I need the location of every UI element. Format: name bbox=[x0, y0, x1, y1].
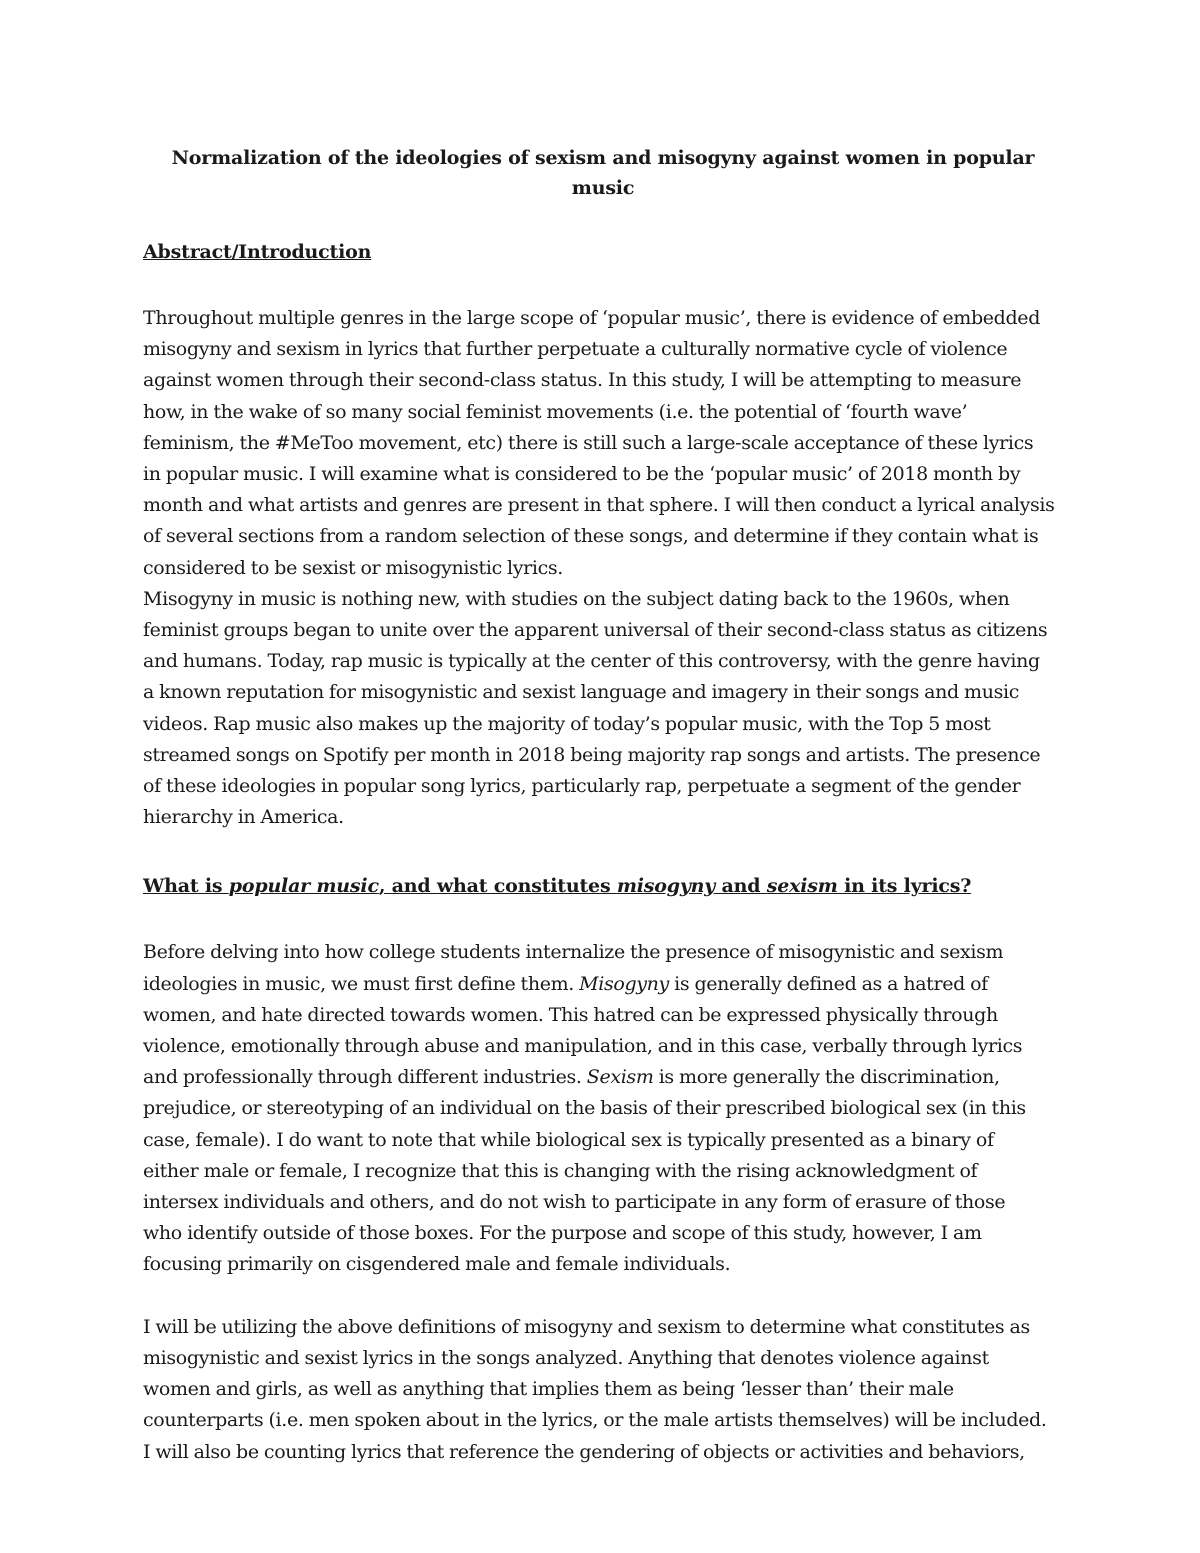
text-line: a known reputation for misogynistic and sexist language and imagery in their songs and music bbox=[143, 681, 1020, 704]
text-line: month and what artists and genres are present in that sphere. I will then conduct a lyrical analysis bbox=[143, 494, 1055, 517]
text-line: hierarchy in America. bbox=[143, 806, 344, 829]
text-line: and professionally through different industries. Sexism is more generally the discrimination, bbox=[143, 1066, 1000, 1089]
text-line: who identify outside of those boxes. For the purpose and scope of this study, however, I am bbox=[143, 1222, 982, 1245]
text-line: in popular music. I will examine what is considered to be the ‘popular music’ of 2018 month by bbox=[143, 463, 1021, 486]
text-line: violence, emotionally through abuse and manipulation, and in this case, verbally through lyrics bbox=[143, 1035, 1023, 1058]
text-line: and humans. Today, rap music is typically at the center of this controversy, with the genre having bbox=[143, 650, 1040, 673]
document-title: Normalization of the ideologies of sexism and misogyny against women in popular music bbox=[171, 147, 1035, 199]
text-line: intersex individuals and others, and do not wish to participate in any form of erasure of those bbox=[143, 1191, 1006, 1214]
text-line: streamed songs on Spotify per month in 2018 being majority rap songs and artists. The presence bbox=[143, 743, 1041, 766]
paragraph-definitions-2 bbox=[143, 1312, 1063, 1468]
text-line: of these ideologies in popular song lyrics, particularly rap, perpetuate a segment of the gender bbox=[143, 775, 1021, 798]
heading-part: , and what constitutes bbox=[378, 875, 617, 898]
text-line: feminism, the #MeToo movement, etc) there is still such a large-scale acceptance of these lyrics bbox=[143, 431, 1034, 454]
text-line: misogynistic and sexist lyrics in the songs analyzed. Anything that denotes violence against bbox=[143, 1346, 989, 1369]
text-line: Throughout multiple genres in the large scope of ‘popular music’, there is evidence of embedded bbox=[143, 307, 1041, 329]
heading-term-sexism: sexism bbox=[766, 875, 838, 898]
text-line: videos. Rap music also makes up the majority of today’s popular music, with the Top 5 most bbox=[143, 712, 991, 735]
term-misogyny: Misogyny bbox=[579, 972, 669, 995]
text-line: women, and hate directed towards women. This hatred can be expressed physically through bbox=[143, 1003, 998, 1026]
text-line: I will also be counting lyrics that reference the gendering of objects or activities and behaviors, bbox=[143, 1440, 1025, 1463]
text-line: either male or female, I recognize that this is changing with the rising acknowledgment of bbox=[143, 1159, 978, 1182]
document-page bbox=[143, 143, 1063, 1468]
text-line: Misogyny in music is nothing new, with studies on the subject dating back to the 1960s, when bbox=[143, 587, 1010, 610]
paragraph-abstract-1 bbox=[143, 303, 1063, 584]
heading-term-popular-music: popular music bbox=[228, 875, 379, 898]
text-line: ideologies in music, we must first define them. Misogyny is generally defined as a hatred of bbox=[143, 972, 988, 995]
term-sexism: Sexism bbox=[586, 1066, 654, 1089]
text-line: feminist groups began to unite over the apparent universal of their second-class status as citizens bbox=[143, 619, 1048, 642]
text-line: women and girls, as well as anything that implies them as being ‘lesser than’ their male bbox=[143, 1378, 954, 1401]
text-line: I will be utilizing the above definitions of misogyny and sexism to determine what constitutes as bbox=[143, 1315, 1030, 1338]
text-line: of several sections from a random selection of these songs, and determine if they contain what is bbox=[143, 525, 1039, 548]
paragraph-definitions-1 bbox=[143, 937, 1063, 1280]
text-line: prejudice, or stereotyping of an individual on the basis of their prescribed biological sex (in this bbox=[143, 1097, 1026, 1120]
section-heading-abstract: Abstract/Introduction bbox=[143, 241, 372, 263]
text-line: against women through their second-class status. In this study, I will be attempting to measure bbox=[143, 369, 1022, 392]
heading-part: and bbox=[715, 875, 767, 898]
heading-term-misogyny: misogyny bbox=[616, 875, 716, 898]
text-line: considered to be sexist or misogynistic lyrics. bbox=[143, 556, 563, 579]
text-line: misogyny and sexism in lyrics that further perpetuate a culturally normative cycle of violence bbox=[143, 338, 1008, 361]
text-line: case, female). I do want to note that while biological sex is typically presented as a binary of bbox=[143, 1128, 994, 1151]
heading-part: in its lyrics? bbox=[837, 875, 972, 898]
section-heading-definitions bbox=[143, 871, 1063, 901]
text-line: focusing primarily on cisgendered male and female individuals. bbox=[143, 1253, 731, 1276]
paragraph-abstract-2 bbox=[143, 584, 1063, 834]
text-line: how, in the wake of so many social feminist movements (i.e. the potential of ‘fourth wave’ bbox=[143, 400, 968, 423]
text-line: counterparts (i.e. men spoken about in the lyrics, or the male artists themselves) will be included. bbox=[143, 1409, 1047, 1432]
text-line: Before delving into how college students internalize the presence of misogynistic and sexism bbox=[143, 941, 1004, 964]
heading-part: What is bbox=[143, 875, 229, 898]
